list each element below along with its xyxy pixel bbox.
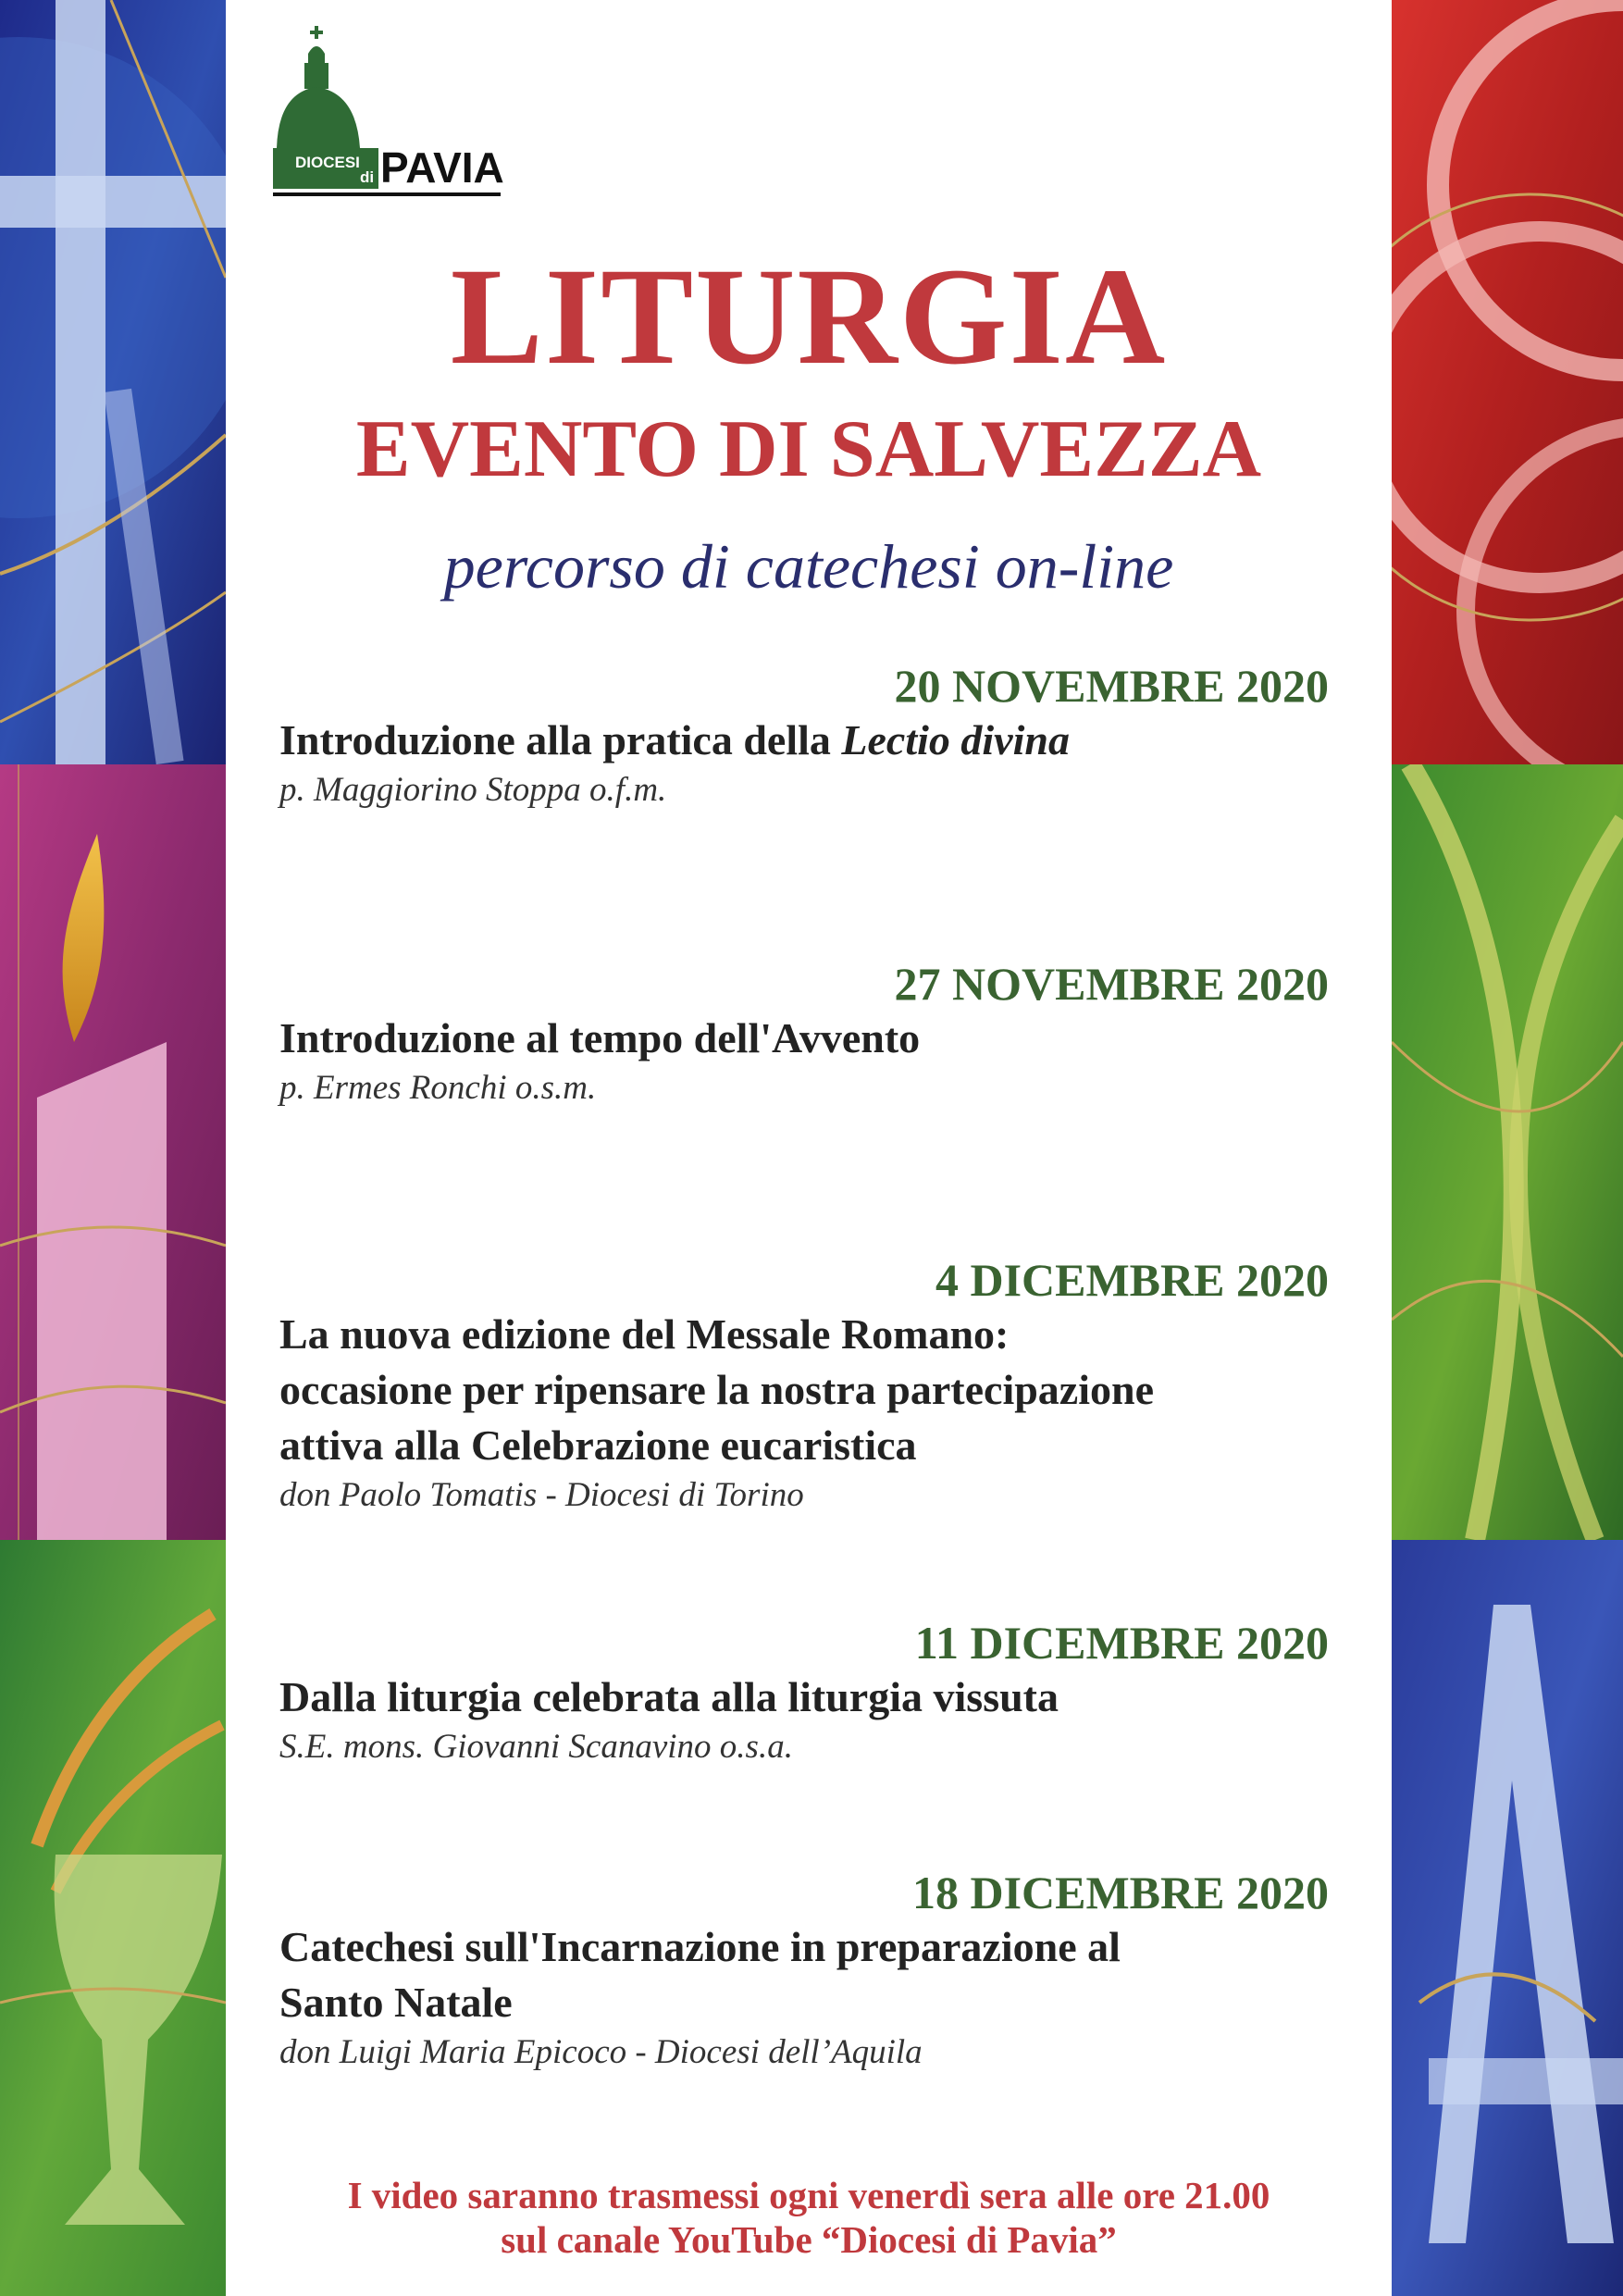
event-title-line: attiva alla Celebrazione eucaristica (279, 1421, 917, 1469)
event-title-line: La nuova edizione del Messale Romano: (279, 1310, 1010, 1358)
event-title-text: Introduzione alla pratica della (279, 716, 831, 763)
event-title-line: Catechesi sull'Incarnazione in preparazione al (279, 1923, 1121, 1970)
event-date: 20 NOVEMBRE 2020 (894, 660, 1329, 712)
event-title: Dalla liturgia celebrata alla liturgia vissuta (279, 1673, 1059, 1720)
event-speaker: p. Maggiorino Stoppa o.f.m. (279, 771, 667, 809)
event-speaker: don Paolo Tomatis - Diocesi di Torino (279, 1476, 804, 1514)
logo-pavia-text: PAVIA (380, 143, 504, 192)
green-arcs-panel (1392, 764, 1623, 1540)
tagline: percorso di catechesi on-line (443, 531, 1174, 602)
logo-diocesi-text: DIOCESI (295, 154, 360, 171)
broadcast-note-line: sul canale YouTube “Diocesi di Pavia” (501, 2218, 1117, 2261)
event-title-line: Santo Natale (279, 1979, 513, 2026)
event-date: 11 DICEMBRE 2020 (914, 1617, 1329, 1669)
event-title-italic: Lectio divina (841, 716, 1070, 763)
diocese-logo (273, 26, 504, 202)
broadcast-note (226, 2173, 1392, 2262)
alpha-omega-panel (1392, 1540, 1623, 2296)
event-title: Introduzione al tempo dell'Avvento (279, 1014, 921, 1061)
chalice-panel (0, 1540, 226, 2296)
event-item (279, 1866, 1329, 2075)
event-title (279, 713, 1329, 768)
event-speaker: p. Ermes Ronchi o.s.m. (279, 1069, 597, 1107)
event-date: 4 DICEMBRE 2020 (935, 1254, 1329, 1306)
event-item (279, 659, 1329, 813)
event-item (279, 957, 1329, 1111)
event-title-line: occasione per ripensare la nostra partecipazione (279, 1366, 1154, 1413)
event-speaker: don Luigi Maria Epicoco - Diocesi dell’Aquila (279, 2033, 923, 2071)
broadcast-note-line: I video saranno trasmessi ogni venerdì sera alle ore 21.00 (347, 2174, 1270, 2216)
logo-di-text: di (360, 168, 375, 186)
blue-cross-panel (0, 0, 226, 764)
main-subtitle: EVENTO DI SALVEZZA (355, 404, 1262, 494)
red-rings-panel (1392, 0, 1623, 764)
event-date: 18 DICEMBRE 2020 (911, 1867, 1329, 1918)
event-date: 27 NOVEMBRE 2020 (894, 958, 1329, 1010)
main-title: LITURGIA (450, 240, 1168, 393)
candle-panel (0, 764, 226, 1540)
event-item (279, 1616, 1329, 1769)
event-item (279, 1253, 1329, 1518)
event-speaker: S.E. mons. Giovanni Scanavino o.s.a. (279, 1728, 793, 1766)
